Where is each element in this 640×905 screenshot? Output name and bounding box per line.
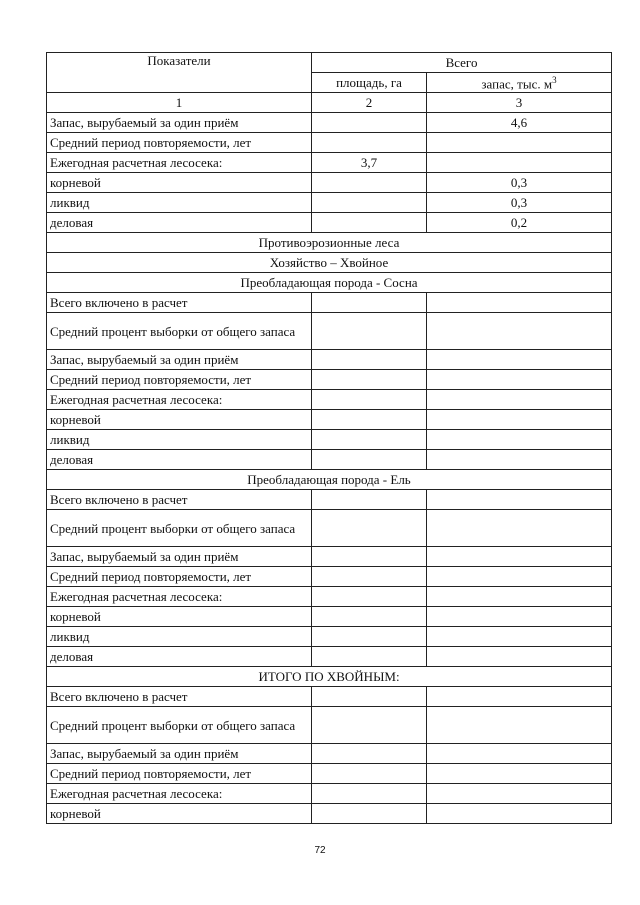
table-row <box>47 193 612 213</box>
col-header-area: площадь, га <box>312 73 427 93</box>
cell-stock <box>427 567 612 587</box>
header-row-top <box>47 53 612 73</box>
table-row <box>47 647 612 667</box>
header-row-numbers <box>47 93 612 113</box>
col-header-total: Всего <box>312 53 612 73</box>
cell-stock <box>427 133 612 153</box>
cell-area <box>312 744 427 764</box>
table-row <box>47 764 612 784</box>
table-row <box>47 707 612 744</box>
cell-stock <box>427 587 612 607</box>
row-label: Запас, вырубаемый за один приём <box>47 744 312 764</box>
table-row <box>47 410 612 430</box>
cell-area <box>312 490 427 510</box>
cell-stock <box>427 687 612 707</box>
row-label: Ежегодная расчетная лесосека: <box>47 587 312 607</box>
col-header-stock-text: запас, тыс. м <box>481 76 553 92</box>
row-label: корневой <box>47 804 312 824</box>
col-number-2: 2 <box>312 93 427 113</box>
row-label: Средний период повторяемости, лет <box>47 370 312 390</box>
cell-area <box>312 113 427 133</box>
table-row <box>47 113 612 133</box>
cell-area <box>312 133 427 153</box>
row-label: Средний процент выборки от общего запаса <box>47 313 312 350</box>
row-label: Ежегодная расчетная лесосека: <box>47 784 312 804</box>
table-row <box>47 370 612 390</box>
row-label: деловая <box>47 213 312 233</box>
cell-stock <box>427 607 612 627</box>
section-title-farm: Хозяйство – Хвойное <box>47 253 612 273</box>
col-header-stock <box>427 73 612 93</box>
row-label: Запас, вырубаемый за один приём <box>47 547 312 567</box>
table-body <box>47 53 612 824</box>
cell-area <box>312 587 427 607</box>
row-label: корневой <box>47 173 312 193</box>
cell-stock: 0,3 <box>427 173 612 193</box>
cell-area <box>312 627 427 647</box>
table-row <box>47 213 612 233</box>
cell-stock <box>427 430 612 450</box>
cell-area <box>312 173 427 193</box>
cell-stock <box>427 744 612 764</box>
cell-area <box>312 293 427 313</box>
col-header-stock-sup: 3 <box>552 75 557 86</box>
cell-area <box>312 804 427 824</box>
cell-area <box>312 764 427 784</box>
cell-area <box>312 370 427 390</box>
cell-area <box>312 430 427 450</box>
cell-stock <box>427 547 612 567</box>
cell-stock <box>427 153 612 173</box>
section-title-forest-row <box>47 233 612 253</box>
col-number-3: 3 <box>427 93 612 113</box>
table-row <box>47 687 612 707</box>
cell-stock <box>427 627 612 647</box>
table-row <box>47 450 612 470</box>
cell-area <box>312 193 427 213</box>
table-row <box>47 430 612 450</box>
cell-stock <box>427 350 612 370</box>
row-label: деловая <box>47 647 312 667</box>
table-row <box>47 784 612 804</box>
cell-stock: 0,3 <box>427 193 612 213</box>
table-row <box>47 313 612 350</box>
row-label: Всего включено в расчет <box>47 490 312 510</box>
row-label: Средний период повторяемости, лет <box>47 764 312 784</box>
cell-area <box>312 213 427 233</box>
cell-stock <box>427 370 612 390</box>
cell-area <box>312 607 427 627</box>
cell-area: 3,7 <box>312 153 427 173</box>
section-title-pine-row <box>47 273 612 293</box>
cell-stock: 0,2 <box>427 213 612 233</box>
table-row <box>47 510 612 547</box>
table-row <box>47 627 612 647</box>
cell-stock <box>427 764 612 784</box>
row-label: Запас, вырубаемый за один приём <box>47 113 312 133</box>
cell-stock <box>427 410 612 430</box>
section-title-forest: Противоэрозионные леса <box>47 233 612 253</box>
table-row <box>47 744 612 764</box>
cell-stock <box>427 490 612 510</box>
row-label: Средний процент выборки от общего запаса <box>47 707 312 744</box>
cell-area <box>312 547 427 567</box>
cell-area <box>312 410 427 430</box>
row-label: Средний период повторяемости, лет <box>47 567 312 587</box>
row-label: Ежегодная расчетная лесосека: <box>47 153 312 173</box>
cell-area <box>312 567 427 587</box>
section-title-total-row <box>47 667 612 687</box>
row-label: ликвид <box>47 193 312 213</box>
cell-area <box>312 450 427 470</box>
cell-area <box>312 390 427 410</box>
table-row <box>47 390 612 410</box>
section-title-spruce-row <box>47 470 612 490</box>
row-label: Запас, вырубаемый за один приём <box>47 350 312 370</box>
row-label: корневой <box>47 607 312 627</box>
row-label: Ежегодная расчетная лесосека: <box>47 390 312 410</box>
cell-area <box>312 647 427 667</box>
cell-stock <box>427 707 612 744</box>
cell-stock: 4,6 <box>427 113 612 133</box>
section-title-farm-row <box>47 253 612 273</box>
cell-stock <box>427 510 612 547</box>
row-label: Средний период повторяемости, лет <box>47 133 312 153</box>
cell-stock <box>427 647 612 667</box>
cell-stock <box>427 390 612 410</box>
table-row <box>47 804 612 824</box>
row-label: корневой <box>47 410 312 430</box>
table-row <box>47 490 612 510</box>
cell-area <box>312 350 427 370</box>
cell-stock <box>427 784 612 804</box>
cell-area <box>312 707 427 744</box>
cell-stock <box>427 313 612 350</box>
cell-stock <box>427 450 612 470</box>
cell-stock <box>427 293 612 313</box>
table-row <box>47 547 612 567</box>
col-header-indicators: Показатели <box>47 53 312 93</box>
section-title-spruce: Преобладающая порода - Ель <box>47 470 612 490</box>
table-row <box>47 607 612 627</box>
section-title-pine: Преобладающая порода - Сосна <box>47 273 612 293</box>
forest-table <box>46 52 612 824</box>
cell-area <box>312 510 427 547</box>
row-label: ликвид <box>47 627 312 647</box>
cell-area <box>312 313 427 350</box>
row-label: ликвид <box>47 430 312 450</box>
row-label: Всего включено в расчет <box>47 687 312 707</box>
cell-area <box>312 784 427 804</box>
table-row <box>47 293 612 313</box>
table-row <box>47 567 612 587</box>
row-label: деловая <box>47 450 312 470</box>
section-title-total: ИТОГО ПО ХВОЙНЫМ: <box>47 667 612 687</box>
page-number: 72 <box>314 845 326 856</box>
row-label: Средний процент выборки от общего запаса <box>47 510 312 547</box>
table-row <box>47 173 612 193</box>
cell-stock <box>427 804 612 824</box>
table-row <box>47 153 612 173</box>
col-number-1: 1 <box>47 93 312 113</box>
row-label: Всего включено в расчет <box>47 293 312 313</box>
table-row <box>47 350 612 370</box>
table-row <box>47 587 612 607</box>
cell-area <box>312 687 427 707</box>
table-row <box>47 133 612 153</box>
